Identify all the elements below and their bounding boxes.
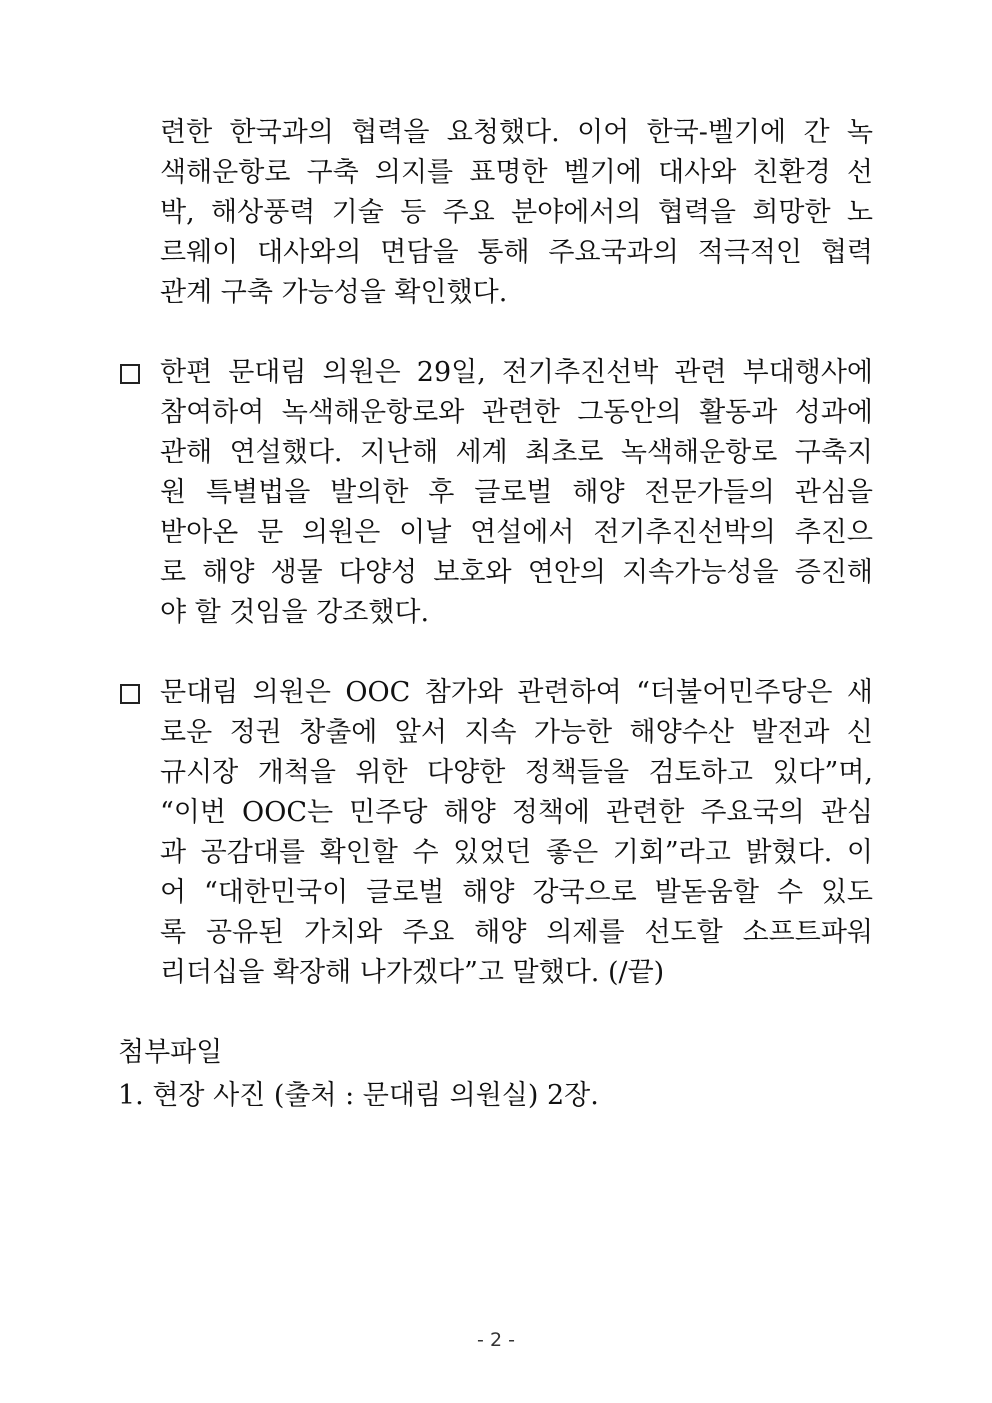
- paragraph-line: 문대림 의원은 OOC 참가와 관련하여 “더불어민주당은 새: [160, 677, 873, 708]
- paragraph-line: 리더십을 확장해 나가겠다”고 말했다. (/끝): [160, 957, 665, 988]
- paragraph-line: 한편 문대림 의원은 29일, 전기추진선박 관련 부대행사에: [160, 357, 873, 388]
- paragraph-line: 과 공감대를 확인할 수 있었던 좋은 기회”라고 밝혔다. 이: [160, 837, 873, 868]
- paragraph-line: 르웨이 대사와의 면담을 통해 주요국과의 적극적인 협력: [160, 237, 873, 268]
- paragraph-line: 어 “대한민국이 글로벌 해양 강국으로 발돋움할 수 있도: [160, 877, 873, 908]
- paragraph-line: 박, 해상풍력 기술 등 주요 분야에서의 협력을 희망한 노: [160, 197, 873, 228]
- paragraph-line: 받아온 문 의원은 이날 연설에서 전기추진선박의 추진으: [160, 517, 873, 548]
- paragraph-line: 참여하여 녹색해운항로와 관련한 그동안의 활동과 성과에: [160, 397, 873, 428]
- attachment-item: 1. 현장 사진 (출처 : 문대림 의원실) 2장.: [118, 1080, 599, 1111]
- paragraph-line: “이번 OOC는 민주당 해양 정책에 관련한 주요국의 관심: [160, 797, 873, 828]
- attachments-heading: 첨부파일: [118, 1037, 223, 1068]
- paragraph-line: 색해운항로 구축 의지를 표명한 벨기에 대사와 친환경 선: [160, 157, 873, 188]
- page-number: - 2 -: [477, 1329, 515, 1351]
- paragraph-line: 로 해양 생물 다양성 보호와 연안의 지속가능성을 증진해: [160, 557, 873, 588]
- paragraph-line: 록 공유된 가치와 주요 해양 의제를 선도할 소프트파워: [160, 917, 873, 948]
- paragraph-line: 관해 연설했다. 지난해 세계 최초로 녹색해운항로 구축지: [160, 437, 873, 468]
- paragraph-line: 원 특별법을 발의한 후 글로벌 해양 전문가들의 관심을: [160, 477, 873, 508]
- paragraph-line: 로운 정권 창출에 앞서 지속 가능한 해양수산 발전과 신: [160, 717, 873, 748]
- paragraph-line: 관계 구축 가능성을 확인했다.: [160, 277, 508, 308]
- paragraph-line: 야 할 것임을 강조했다.: [160, 597, 430, 628]
- checkbox-bullet-icon: [120, 364, 140, 384]
- paragraph-line: 규시장 개척을 위한 다양한 정책들을 검토하고 있다”며,: [160, 757, 873, 788]
- paragraph-line: 련한 한국과의 협력을 요청했다. 이어 한국-벨기에 간 녹: [160, 117, 873, 148]
- checkbox-bullet-icon: [120, 684, 140, 704]
